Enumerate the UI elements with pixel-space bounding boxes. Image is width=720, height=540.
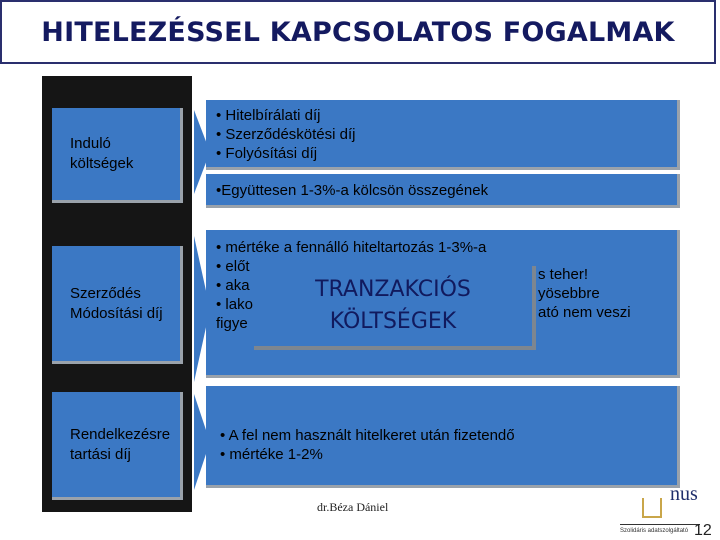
details-box-row-1 bbox=[206, 100, 680, 170]
overlay-line: TRANZAKCIÓS bbox=[315, 277, 471, 302]
label-line: tartási díj bbox=[70, 445, 131, 463]
list-item-tail: ató nem veszi bbox=[538, 304, 631, 321]
title-bar bbox=[0, 0, 716, 64]
list-item: • előt bbox=[216, 258, 250, 275]
author-name: dr.Béza Dániel bbox=[317, 500, 389, 514]
label-box-szerzodes-modositasi-dij bbox=[52, 246, 183, 364]
overlay-line: KÖLTSÉGEK bbox=[329, 309, 457, 334]
list-item: • aka bbox=[216, 277, 250, 294]
label-box-indulo-koltsegek bbox=[52, 108, 183, 203]
list-item: • lako bbox=[216, 296, 253, 313]
list-item: • A fel nem használt hitelkeret után fizetendő bbox=[220, 427, 515, 444]
label-line: Induló bbox=[70, 135, 111, 152]
list-item: • Szerződéskötési díj bbox=[216, 126, 356, 143]
note-text: •Együttesen 1-3%-a kölcsön összegének bbox=[216, 182, 489, 199]
list-item-tail: yösebbre bbox=[538, 285, 600, 302]
list-item: • mértéke 1-2% bbox=[220, 446, 323, 463]
logo-divider bbox=[620, 524, 700, 525]
list-item-tail: s teher! bbox=[538, 266, 589, 283]
label-line: Szerződés bbox=[70, 284, 141, 302]
label-line: Módosítási díj bbox=[70, 304, 163, 322]
page-number: 12 bbox=[694, 522, 712, 539]
label-line: Rendelkezésre bbox=[70, 425, 171, 443]
list-item: • Folyósítási díj bbox=[216, 145, 318, 162]
slide-title: HITELEZÉSSEL KAPCSOLATOS FOGALMAK bbox=[41, 16, 675, 48]
list-item: • mértéke a fennálló hiteltartozás 1-3%-a bbox=[216, 239, 487, 256]
logo-text: nus bbox=[670, 483, 698, 505]
note-box bbox=[206, 174, 680, 208]
list-item: figye bbox=[216, 315, 248, 332]
details-box-row-4 bbox=[206, 386, 680, 488]
logo-subtitle: Szolidáris adatszolgáltató bbox=[620, 528, 689, 534]
transaction-costs-overlay bbox=[254, 266, 536, 350]
label-line: költségek bbox=[70, 155, 134, 172]
list-item: • Hitelbírálati díj bbox=[216, 107, 321, 124]
logo-icon bbox=[642, 498, 662, 518]
label-box-rendelkezesre-tartasi-dij bbox=[52, 392, 183, 500]
